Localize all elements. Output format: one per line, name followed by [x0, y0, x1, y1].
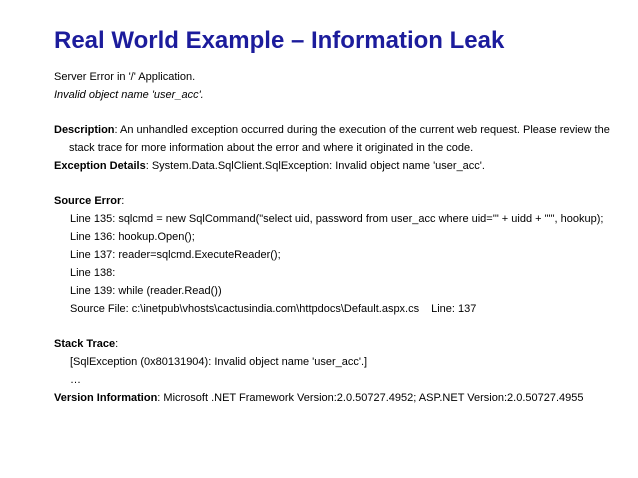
description-text: : An unhandled exception occurred during the execution of the current web request. Please review the stack trace for more information about the error and where it originated in the code.: [69, 124, 610, 154]
description-paragraph: [54, 121, 614, 157]
stack-trace-line: [SqlException (0x80131904): Invalid object name 'user_acc'.]: [70, 356, 368, 368]
source-line-136: Line 136: hookup.Open();: [70, 231, 195, 243]
source-file-path: Source File: c:\inetpub\vhosts\cactusindia.com\httpdocs\Default.aspx.cs: [70, 303, 420, 315]
stack-trace-label: Stack Trace: [54, 338, 116, 350]
stack-trace-heading: [54, 335, 614, 353]
spacer: [54, 318, 614, 335]
source-line-139: Line 139: while (reader.Read()): [70, 285, 222, 297]
spacer: [54, 175, 614, 192]
source-error-colon: :: [121, 195, 125, 207]
exception-details-label: Exception Details: [54, 160, 146, 172]
exception-details-text: : System.Data.SqlClient.SqlException: Invalid object name 'user_acc'.: [145, 160, 485, 172]
source-line-138: Line 138:: [70, 267, 116, 279]
server-error-heading: Server Error in '/' Application.: [54, 71, 196, 83]
slide-title: Real World Example – Information Leak: [54, 27, 505, 54]
stack-trace-colon: :: [115, 338, 119, 350]
description-label: Description: [54, 124, 115, 136]
source-line-137: Line 137: reader=sqlcmd.ExecuteReader();: [70, 249, 281, 261]
spacer: [54, 104, 614, 121]
invalid-object-message: Invalid object name 'user_acc'.: [54, 89, 204, 101]
slide-body: [54, 68, 614, 407]
version-information-paragraph: [54, 389, 614, 407]
version-information-text: : Microsoft .NET Framework Version:2.0.50727.4952; ASP.NET Version:2.0.50727.4955: [157, 392, 584, 404]
stack-trace-ellipsis: …: [70, 374, 81, 386]
exception-details-paragraph: [54, 157, 614, 175]
source-file-line: [54, 300, 614, 318]
source-file-line-number: Line: 137: [431, 303, 477, 315]
source-error-label: Source Error: [54, 195, 122, 207]
source-line-135: Line 135: sqlcmd = new SqlCommand("select uid, password from user_acc where uid='" + uidd + "'", hookup);: [70, 213, 604, 225]
version-information-label: Version Information: [54, 392, 158, 404]
source-error-heading: [54, 192, 614, 210]
